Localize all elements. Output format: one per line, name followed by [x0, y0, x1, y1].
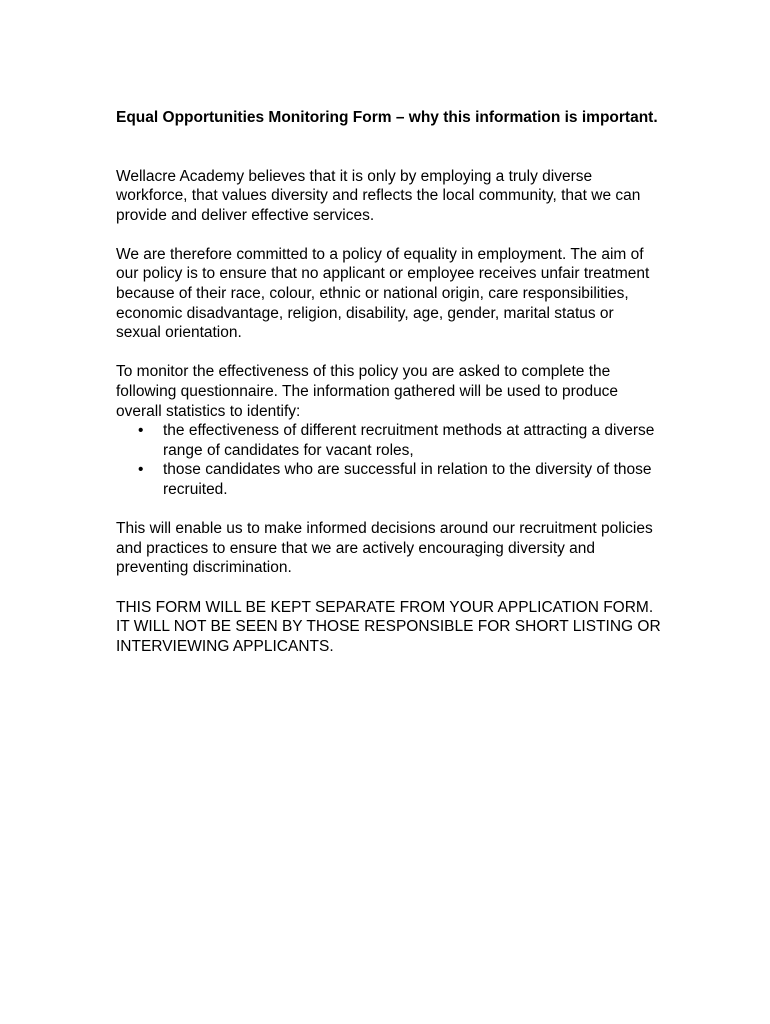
confidentiality-notice: THIS FORM WILL BE KEPT SEPARATE FROM YOUR APPLICATION FORM. IT WILL NOT BE SEEN BY THOSE RESPONSIBLE FOR SHORT LISTING OR INTERVIEWING APPLICANTS.	[116, 598, 661, 655]
document-title: Equal Opportunities Monitoring Form – why this information is important.	[116, 109, 658, 126]
bullet-icon: •	[138, 422, 144, 440]
document-page	[116, 108, 661, 676]
bullet-icon: •	[138, 461, 144, 479]
paragraph-closing: This will enable us to make informed decisions around our recruitment policies and practices to ensure that we are actively encouraging diversity and preventing discrimination.	[116, 520, 653, 577]
list-item	[116, 460, 661, 499]
paragraph-policy: We are therefore committed to a policy of equality in employment. The aim of our policy is to ensure that no applicant or employee receives unfair treatment because of their race, colour, ethnic or national origin, care responsibilities, economic disadvantage, religion, disability, age, gender, marital status or sexual orientation.	[116, 245, 650, 342]
list-item-text: those candidates who are successful in relation to the diversity of those recruited.	[163, 461, 652, 498]
paragraph-monitoring: To monitor the effectiveness of this policy you are asked to complete the following questionnaire. The information gathered will be used to produce overall statistics to identify:	[116, 363, 619, 420]
list-item-text: the effectiveness of different recruitment methods at attracting a diverse range of candidates for vacant roles,	[163, 422, 655, 459]
paragraph-intro: Wellacre Academy believes that it is only by employing a truly diverse workforce, that values diversity and reflects the local community, that we can provide and deliver effective services.	[116, 167, 641, 224]
statistics-list	[116, 421, 661, 499]
list-item	[116, 421, 661, 460]
